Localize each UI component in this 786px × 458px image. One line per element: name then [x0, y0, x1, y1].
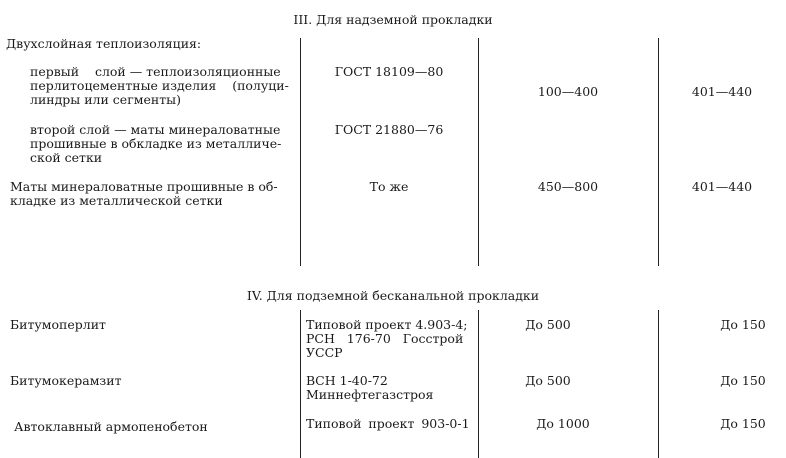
norm-document: Типовой проект 903-0-1	[306, 416, 470, 431]
range-value-1: 100—400	[537, 84, 599, 99]
range-value-2: 401—440	[691, 179, 753, 194]
column-rule-2	[478, 38, 479, 266]
range-value-1: До 500	[525, 373, 571, 388]
material-name: Автоклавный армопенобетон	[14, 419, 208, 434]
column-rule-3	[658, 38, 659, 266]
material-name: Битумокерамзит	[10, 373, 122, 388]
section-heading: III. Для надземной прокладки	[293, 12, 493, 27]
section-intro: Двухслойная теплоизоляция:	[6, 36, 202, 51]
norm-document: ГОСТ 18109—80	[334, 64, 444, 79]
range-value-2: До 150	[720, 317, 766, 332]
range-value-2: 401—440	[691, 84, 753, 99]
norm-document: ВСН 1-40-72 Миннефтегазстроя	[306, 373, 434, 402]
range-value-2: До 150	[720, 373, 766, 388]
range-value-1: До 500	[525, 317, 571, 332]
section-heading: IV. Для подземной бесканальной прокладки	[246, 288, 540, 303]
norm-document: Типовой проект 4.903-4; РСН 176-70 Госстрой УССР	[306, 317, 468, 360]
norm-document: ГОСТ 21880—76	[334, 122, 444, 137]
column-rule-3	[658, 310, 659, 458]
range-value-2: До 150	[720, 416, 766, 431]
material-name: второй слой — маты минераловатные прошивные в обкладке из металличе- ской сетки	[30, 122, 282, 165]
material-name: Битумоперлит	[10, 317, 106, 332]
material-name: Маты минераловатные прошивные в об- кладке из металлической сетки	[10, 179, 278, 208]
column-rule-1	[300, 310, 301, 458]
norm-document: То же	[369, 179, 409, 194]
range-value-1: 450—800	[537, 179, 599, 194]
range-value-1: До 1000	[536, 416, 590, 431]
material-name: первый слой — теплоизоляционные перлитоцементные изделия (полуци- линдры или сегменты)	[30, 64, 289, 107]
